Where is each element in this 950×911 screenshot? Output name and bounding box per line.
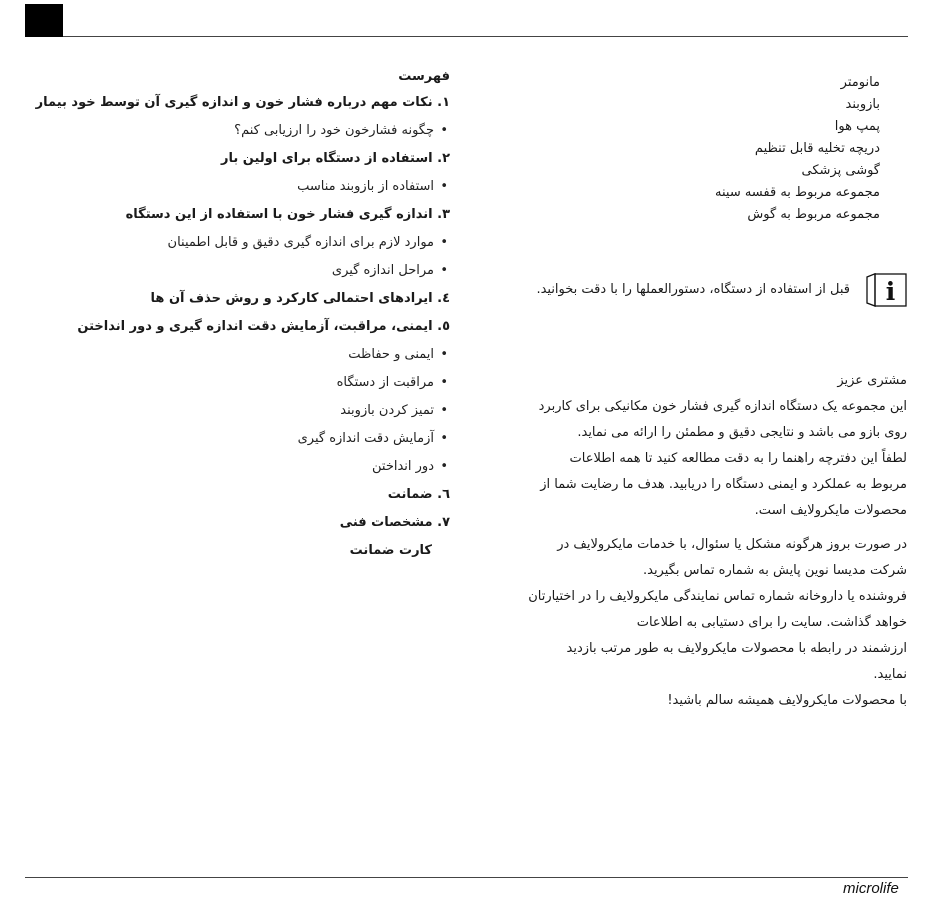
list-item: بازوبند <box>845 97 880 112</box>
toc-heading <box>60 509 450 537</box>
header-black-block <box>25 4 63 37</box>
list-item: گوشی پزشکی <box>801 163 880 178</box>
toc-text: ٤. ایرادهای احتمالی کارکرد و روش حذف آن ها <box>150 291 450 306</box>
list-item: مجموعه مربوط به گوش <box>747 207 880 222</box>
header-rule <box>63 36 908 37</box>
bullet-icon: • <box>440 459 448 474</box>
toc-heading <box>60 285 450 313</box>
letter-line: این مجموعه یک دستگاه اندازه گیری فشار خون مکانیکی برای کاربرد <box>538 399 907 414</box>
toc-text: ٥. ایمنی، مراقبت، آزمایش دقت اندازه گیری و دور انداختن <box>77 319 450 334</box>
toc-text: ٧. مشخصات فنی <box>339 515 450 530</box>
toc-text: کارت ضمانت <box>349 543 432 558</box>
table-of-contents <box>35 65 450 565</box>
footer-rule <box>25 877 908 878</box>
letter-line: در صورت بروز هرگونه مشکل یا سئوال، با خدمات مایکرولایف در <box>557 537 907 552</box>
letter-line: ارزشمند در رابطه با محصولات مایکرولایف به طور مرتب بازدید <box>566 641 907 656</box>
toc-text: موارد لازم برای اندازه گیری دقیق و قابل اطمینان <box>167 235 434 250</box>
toc-text: ۱. نکات مهم درباره فشار خون و اندازه گیری آن توسط خود بیمار <box>35 95 450 110</box>
toc-heading <box>60 145 450 173</box>
toc-heading <box>35 89 450 117</box>
toc-text: ۳. اندازه گیری فشار خون با استفاده از این دستگاه <box>125 207 450 222</box>
parts-list <box>600 72 880 226</box>
letter-line: نمایید. <box>873 667 907 682</box>
customer-letter <box>470 368 907 714</box>
toc-heading <box>60 313 450 341</box>
toc-subitem <box>60 341 450 369</box>
toc-text: مراقبت از دستگاه <box>336 375 434 390</box>
bullet-icon: • <box>440 375 448 390</box>
bullet-icon: • <box>440 263 448 278</box>
toc-subitem <box>60 117 450 145</box>
toc-text: آزمایش دقت اندازه گیری <box>297 431 434 446</box>
letter-closing: با محصولات مایکرولایف همیشه سالم باشید! <box>667 693 907 708</box>
toc-title: فهرست <box>398 69 450 84</box>
letter-line: مربوط به عملکرد و ایمنی دستگاه را دریابید. هدف ما رضایت شما از <box>540 477 907 492</box>
toc-text: ایمنی و حفاظت <box>348 347 434 362</box>
toc-text: ٦. ضمانت <box>387 487 450 502</box>
letter-line: لطفاً این دفترچه راهنما را به دقت مطالعه کنید تا همه اطلاعات <box>569 451 907 466</box>
letter-line: شرکت مدیسا نوین پایش به شماره تماس بگیرید. <box>642 563 907 578</box>
letter-greeting: مشتری عزیز <box>837 373 907 388</box>
toc-subitem <box>60 369 450 397</box>
read-manual-icon <box>863 273 907 307</box>
toc-subitem <box>60 173 450 201</box>
list-item: پمپ هوا <box>834 119 880 134</box>
toc-subitem <box>60 257 450 285</box>
toc-text: مراحل اندازه گیری <box>331 263 434 278</box>
list-item: دریچه تخلیه قابل تنظیم <box>754 141 880 156</box>
toc-text: چگونه فشارخون خود را ارزیابی کنم؟ <box>234 123 434 138</box>
toc-text: ۲. استفاده از دستگاه برای اولین بار <box>221 151 450 166</box>
toc-text: استفاده از بازوبند مناسب <box>297 179 434 194</box>
letter-line: محصولات مایکرولایف است. <box>754 503 907 518</box>
toc-text: تمیز کردن بازوبند <box>340 403 434 418</box>
bullet-icon: • <box>440 431 448 446</box>
bullet-icon: • <box>440 123 448 138</box>
toc-subitem <box>60 425 450 453</box>
toc-subitem <box>60 453 450 481</box>
toc-heading <box>60 481 450 509</box>
bullet-icon: • <box>440 179 448 194</box>
bullet-icon: • <box>440 235 448 250</box>
toc-subitem <box>60 397 450 425</box>
letter-line: خواهد گذاشت. سایت را برای دستیابی به اطلاعات <box>636 615 907 630</box>
list-item: مانومتر <box>840 75 880 90</box>
toc-warranty-card <box>60 537 450 565</box>
svg-text:i: i <box>885 277 896 306</box>
toc-heading <box>60 201 450 229</box>
bullet-icon: • <box>440 403 448 418</box>
read-instructions-note <box>460 270 907 312</box>
toc-subitem <box>60 229 450 257</box>
toc-text: دور انداختن <box>372 459 434 474</box>
bullet-icon: • <box>440 347 448 362</box>
letter-line: فروشنده یا داروخانه شماره تماس نمایندگی مایکرولایف را در اختیارتان <box>528 589 907 604</box>
letter-line: روی بازو می باشد و نتایجی دقیق و مطمئن را ارائه می نماید. <box>577 425 907 440</box>
list-item: مجموعه مربوط به قفسه سینه <box>715 185 880 200</box>
brand-logo: microlife <box>843 880 899 897</box>
note-text: قبل از استفاده از دستگاه، دستورالعملها را با دقت بخوانید. <box>536 282 850 297</box>
